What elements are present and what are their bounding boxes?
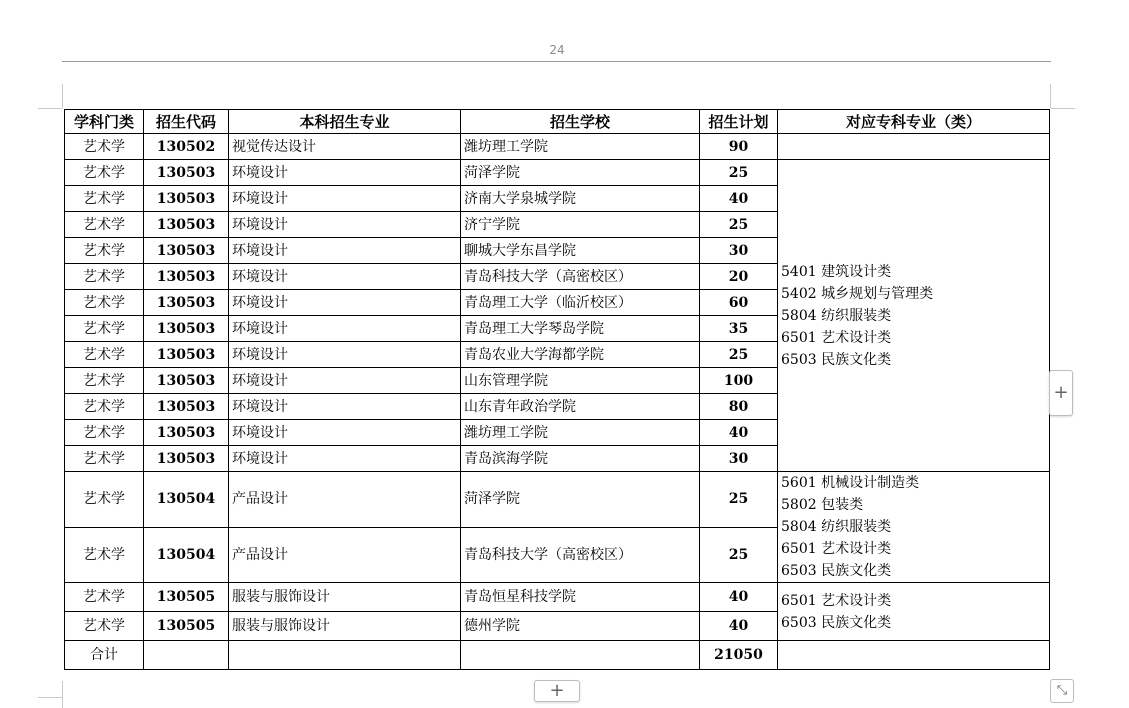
cell-major[interactable]: 环境设计 [229,238,461,264]
crop-mark [62,84,63,108]
cell-total-value[interactable]: 21050 [700,641,778,670]
cell-plan[interactable]: 40 [700,583,778,612]
cell-school[interactable]: 青岛农业大学海都学院 [461,342,700,368]
cell-empty[interactable] [461,641,700,670]
cell-code[interactable]: 130502 [144,134,229,160]
cell-plan[interactable]: 25 [700,342,778,368]
cell-plan[interactable]: 25 [700,212,778,238]
cell-category[interactable]: 艺术学 [65,394,144,420]
cell-category[interactable]: 艺术学 [65,612,144,641]
cell-school[interactable]: 山东青年政治学院 [461,394,700,420]
enrollment-table [64,109,1050,670]
cell-plan[interactable]: 25 [700,160,778,186]
cell-plan[interactable]: 25 [700,472,778,528]
cell-major[interactable]: 环境设计 [229,368,461,394]
cell-category[interactable]: 艺术学 [65,212,144,238]
cell-code[interactable]: 130503 [144,420,229,446]
cell-school[interactable]: 聊城大学东昌学院 [461,238,700,264]
header-rule [62,61,1051,62]
cell-major[interactable]: 产品设计 [229,472,461,528]
cell-code[interactable]: 130503 [144,368,229,394]
cell-code[interactable]: 130503 [144,160,229,186]
cell-vocational-product[interactable] [778,472,1050,583]
table-row [65,160,1050,186]
cell-major[interactable]: 环境设计 [229,420,461,446]
vocational-item: 6501 艺术设计类 [781,541,892,557]
cell-category[interactable]: 艺术学 [65,446,144,472]
cell-vocational-env[interactable] [778,160,1050,472]
cell-code[interactable]: 130505 [144,583,229,612]
crop-mark [38,108,62,109]
total-row [65,641,1050,670]
cell-plan[interactable]: 30 [700,446,778,472]
vocational-item: 5804 纺织服装类 [781,307,892,324]
cell-category[interactable]: 艺术学 [65,583,144,612]
cell-plan[interactable]: 25 [700,527,778,583]
cell-school[interactable]: 潍坊理工学院 [461,134,700,160]
cell-code[interactable]: 130503 [144,446,229,472]
page-number: 24 [549,43,565,57]
header-code[interactable]: 招生代码 [144,110,229,134]
table-row [65,583,1050,612]
cell-major[interactable]: 产品设计 [229,527,461,583]
vocational-item: 6503 民族文化类 [781,351,892,368]
cell-code[interactable]: 130503 [144,186,229,212]
header-vocational-major[interactable]: 对应专科专业（类） [778,110,1050,134]
cell-major[interactable]: 环境设计 [229,160,461,186]
cell-category[interactable]: 艺术学 [65,264,144,290]
cell-category[interactable]: 艺术学 [65,420,144,446]
cell-category[interactable]: 艺术学 [65,238,144,264]
table-resize-handle[interactable]: ⤡ [1050,679,1074,703]
cell-major[interactable]: 环境设计 [229,342,461,368]
cell-major[interactable]: 视觉传达设计 [229,134,461,160]
crop-mark [62,681,63,708]
cell-category[interactable]: 艺术学 [65,342,144,368]
cell-school[interactable]: 山东管理学院 [461,368,700,394]
cell-plan[interactable]: 35 [700,316,778,342]
cell-code[interactable]: 130504 [144,472,229,528]
cell-school[interactable]: 青岛滨海学院 [461,446,700,472]
cell-category[interactable]: 艺术学 [65,134,144,160]
cell-category[interactable]: 艺术学 [65,186,144,212]
cell-code[interactable]: 130503 [144,212,229,238]
cell-plan[interactable]: 80 [700,394,778,420]
cell-category[interactable]: 艺术学 [65,472,144,528]
cell-empty[interactable] [144,641,229,670]
cell-category[interactable]: 艺术学 [65,368,144,394]
cell-plan[interactable]: 30 [700,238,778,264]
cell-school[interactable]: 青岛理工大学琴岛学院 [461,316,700,342]
vocational-item: 6501 艺术设计类 [781,592,892,609]
add-column-button[interactable]: + [1049,370,1073,416]
cell-plan[interactable]: 40 [700,186,778,212]
header-major[interactable]: 本科招生专业 [229,110,461,134]
cell-school[interactable]: 德州学院 [461,612,700,641]
vocational-item: 6501 艺术设计类 [781,329,892,346]
crop-mark [1050,84,1051,108]
cell-major[interactable]: 服装与服饰设计 [229,612,461,641]
cell-vocational-fashion[interactable] [778,583,1050,641]
cell-code[interactable]: 130503 [144,316,229,342]
add-row-button[interactable]: + [534,680,580,702]
vocational-item: 6503 民族文化类 [781,614,892,631]
vocational-item: 5804 纺织服装类 [781,519,892,535]
cell-major[interactable]: 环境设计 [229,394,461,420]
cell-total-label[interactable]: 合计 [65,641,144,670]
cell-major[interactable]: 环境设计 [229,212,461,238]
table-row [65,134,1050,160]
cell-school[interactable]: 菏泽学院 [461,472,700,528]
cell-code[interactable]: 130503 [144,342,229,368]
cell-plan[interactable]: 40 [700,612,778,641]
crop-mark [1051,108,1075,109]
header-school[interactable]: 招生学校 [461,110,700,134]
cell-code[interactable]: 130503 [144,394,229,420]
cell-code[interactable]: 130503 [144,290,229,316]
cell-school[interactable]: 菏泽学院 [461,160,700,186]
cell-major[interactable]: 环境设计 [229,186,461,212]
cell-vocational-empty[interactable] [778,134,1050,160]
vocational-item: 5601 机械设计制造类 [781,475,920,491]
crop-mark [38,697,62,698]
cell-plan[interactable]: 60 [700,290,778,316]
cell-school[interactable]: 青岛科技大学（高密校区） [461,264,700,290]
cell-major[interactable]: 环境设计 [229,316,461,342]
cell-plan[interactable]: 40 [700,420,778,446]
cell-category[interactable]: 艺术学 [65,290,144,316]
cell-plan[interactable]: 100 [700,368,778,394]
cell-empty[interactable] [229,641,461,670]
cell-school[interactable]: 青岛恒星科技学院 [461,583,700,612]
cell-major[interactable]: 服装与服饰设计 [229,583,461,612]
cell-category[interactable]: 艺术学 [65,316,144,342]
vocational-item: 6503 民族文化类 [781,563,892,579]
cell-empty[interactable] [778,641,1050,670]
vocational-item: 5402 城乡规划与管理类 [781,285,934,302]
cell-school[interactable]: 济宁学院 [461,212,700,238]
cell-plan[interactable]: 90 [700,134,778,160]
cell-school[interactable]: 潍坊理工学院 [461,420,700,446]
cell-major[interactable]: 环境设计 [229,264,461,290]
cell-code[interactable]: 130505 [144,612,229,641]
cell-school[interactable]: 济南大学泉城学院 [461,186,700,212]
cell-major[interactable]: 环境设计 [229,290,461,316]
cell-school[interactable]: 青岛科技大学（高密校区） [461,527,700,583]
cell-category[interactable]: 艺术学 [65,160,144,186]
header-category[interactable]: 学科门类 [65,110,144,134]
table-row [65,472,1050,528]
cell-code[interactable]: 130504 [144,527,229,583]
cell-code[interactable]: 130503 [144,238,229,264]
cell-category[interactable]: 艺术学 [65,527,144,583]
header-plan[interactable]: 招生计划 [700,110,778,134]
cell-major[interactable]: 环境设计 [229,446,461,472]
vocational-item: 5802 包装类 [781,497,864,513]
cell-plan[interactable]: 20 [700,264,778,290]
vocational-item: 5401 建筑设计类 [781,263,892,280]
table-header-row [65,110,1050,134]
cell-school[interactable]: 青岛理工大学（临沂校区） [461,290,700,316]
cell-code[interactable]: 130503 [144,264,229,290]
